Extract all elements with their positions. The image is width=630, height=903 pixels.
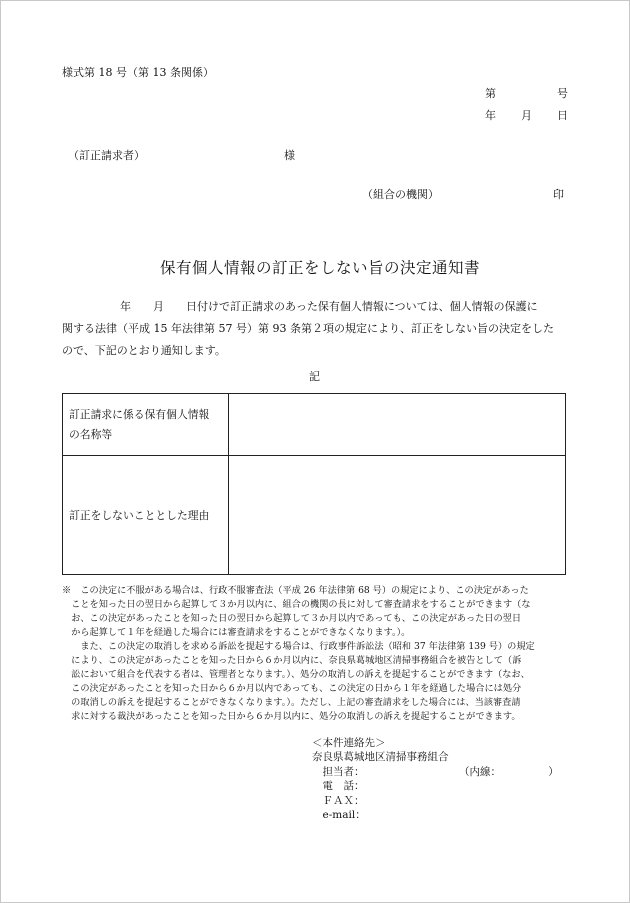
form-number: 様式第 18 号（第 13 条関係） bbox=[62, 66, 214, 79]
note-line: 求に対する裁決があったことを知った日から６か月以内に、処分の取消しの訴えを提起することができます。 bbox=[62, 711, 521, 722]
contact-heading: ＜本件連絡先＞ bbox=[312, 737, 386, 749]
contact-person: 担当者： （内線： ） bbox=[312, 765, 559, 778]
contact-phone: 電 話： bbox=[312, 780, 365, 793]
contact-org: 奈良県葛城地区清掃事務組合 bbox=[312, 751, 449, 764]
note-line: の取消しの訴えを提起することができなくなります。）。ただし、上記の審査請求をした場合には、当該審査請 bbox=[62, 697, 521, 708]
note-line: この決定があったことを知った日から６か月以内であっても、この決定の日から１年を経過した場合には処分 bbox=[62, 683, 522, 694]
note-line: により、この決定があったことを知った日から６か月以内に、奈良県葛城地区清掃事務組合を被告として（訴 bbox=[62, 655, 522, 666]
table-column-divider bbox=[228, 394, 229, 574]
ki-mark: 記 bbox=[309, 370, 320, 383]
doc-number-prefix: 第 bbox=[485, 87, 496, 100]
row1-label-line1: 訂正請求に係る保有個人情報 bbox=[69, 408, 210, 421]
note-line: ※ この決定に不服がある場合は、行政不服審査法（平成 26 年法律第 68 号）の規定により、この決定があった bbox=[62, 585, 529, 596]
table-row-divider bbox=[63, 455, 565, 456]
date-month: 月 bbox=[521, 109, 532, 122]
note-line: から起算して１年を経過した場合には審査請求をすることができなくなります。）。 bbox=[62, 627, 411, 638]
recipient-label: （訂正請求者） bbox=[68, 149, 145, 162]
row2-label: 訂正をしないこととした理由 bbox=[69, 509, 210, 522]
sender-label: （組合の機関） bbox=[362, 188, 439, 201]
note-line: 訟において組合を代表する者は、管理者となります。）、処分の取消しの訴えを提起することができます（なお、 bbox=[62, 669, 530, 680]
note-line: ことを知った日の翌日から起算して３か月以内に、組合の機関の長に対して審査請求をすることができます（な bbox=[62, 599, 531, 610]
doc-number-suffix: 号 bbox=[557, 87, 568, 100]
seal-mark: 印 bbox=[553, 188, 564, 201]
date-year: 年 bbox=[485, 109, 496, 122]
note-line: お、この決定があったことを知った日の翌日から起算して３か月以内であっても、この決定があった日の翌日 bbox=[62, 613, 522, 624]
contact-fax: ＦＡＸ： bbox=[312, 794, 365, 807]
row1-label-line2: の名称等 bbox=[69, 428, 113, 441]
intro-line-1: 年 月 日付けで訂正請求のあった保有個人情報については、個人情報の保護に bbox=[120, 300, 538, 313]
recipient-honorific: 様 bbox=[284, 149, 295, 162]
note-line: また、この決定の取消しを求める訴訟を提起する場合は、行政事件訴訟法（昭和 37 年法律第 139 号）の規定 bbox=[62, 641, 535, 652]
contact-email: e-mail： bbox=[312, 809, 366, 822]
contact-block bbox=[312, 736, 559, 822]
intro-line-2: 関する法律（平成 15 年法律第 57 号）第 93 条第２項の規定により、訂正をしない旨の決定をした bbox=[62, 322, 554, 335]
intro-line-3: ので、下記のとおり通知します。 bbox=[62, 344, 226, 357]
appeal-notice bbox=[62, 584, 572, 724]
date-day: 日 bbox=[557, 109, 568, 122]
document-title: 保有個人情報の訂正をしない旨の決定通知書 bbox=[160, 259, 481, 277]
info-table bbox=[62, 393, 566, 575]
